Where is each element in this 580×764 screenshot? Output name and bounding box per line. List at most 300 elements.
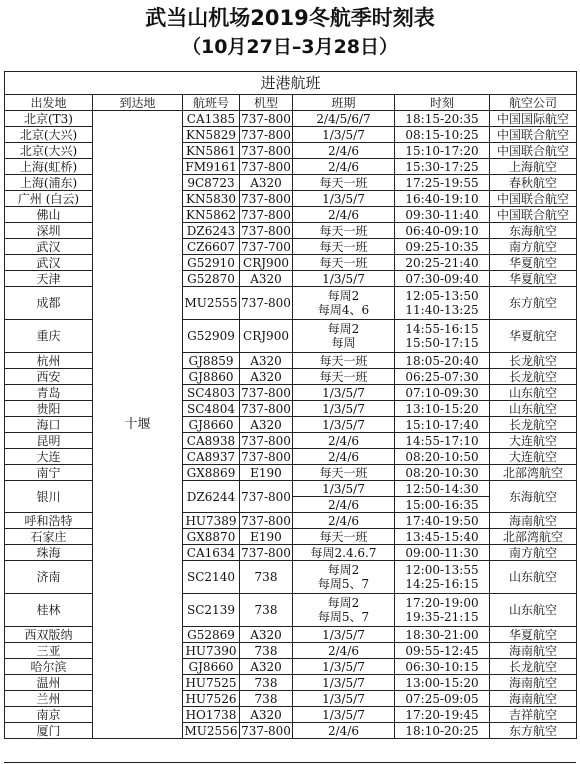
days-line: 每周5、7 (317, 610, 370, 624)
days-cell (293, 111, 395, 127)
table-row (5, 353, 577, 369)
airline-cell: 长龙航空 (490, 369, 577, 385)
column-header: 机型 (240, 95, 293, 111)
days-cell (293, 594, 395, 627)
flight-number-cell: KN5861 (183, 143, 240, 159)
time-cell (395, 465, 490, 481)
airline-cell: 东方航空 (490, 723, 577, 739)
origin-cell: 深圳 (5, 223, 93, 239)
time-line: 08:20-10:30 (405, 465, 479, 480)
table-row (5, 449, 577, 465)
airline-cell: 中国国际航空 (490, 111, 577, 127)
days-line: 1/3/5/7 (322, 417, 365, 432)
aircraft-type-cell: 737-800 (241, 111, 291, 126)
origin-cell: 上海(浦东) (5, 175, 93, 191)
table-row (5, 385, 577, 401)
origin-cell: 天津 (5, 271, 93, 287)
airline-cell: 东海航空 (490, 481, 577, 513)
time-line: 17:20-19:45 (405, 707, 479, 722)
flight-number-cell: KN5829 (183, 127, 240, 143)
time-line: 13:45-15:40 (405, 529, 479, 544)
aircraft-type-cell: 737-800 (241, 449, 291, 464)
flight-number-cell: GJ8859 (183, 353, 240, 369)
days-line: 1/3/5/7 (322, 191, 365, 206)
aircraft-type-cell: A320 (240, 627, 293, 643)
flight-number-cell: CA8937 (183, 449, 240, 465)
days-line: 每天一班 (319, 465, 368, 480)
days-line: 每天一班 (319, 255, 368, 270)
origin-cell: 厦门 (5, 723, 93, 739)
table-row (5, 481, 577, 497)
origin-cell: 广州 (白云) (5, 191, 93, 207)
flight-number-cell: HU7390 (183, 643, 240, 659)
aircraft-type-cell: 737-800 (241, 433, 291, 448)
table-row (5, 223, 577, 239)
time-line: 15:50-17:15 (405, 336, 479, 350)
time-cell (395, 513, 490, 529)
flight-number-cell: DZ6244 (183, 481, 240, 513)
days-cell: 1/3/5/7 (293, 481, 395, 497)
time-line: 12:05-13:50 (405, 289, 479, 303)
days-cell (293, 691, 395, 707)
table-row (5, 207, 577, 223)
time-cell: 12:50-14:30 (395, 481, 490, 497)
days-cell (293, 287, 395, 320)
table-row (5, 707, 577, 723)
days-line: 2/4/6 (328, 513, 359, 528)
origin-cell: 呼和浩特 (5, 513, 93, 529)
aircraft-type-cell: 737-800 (241, 127, 291, 142)
origin-cell: 南宁 (5, 465, 93, 481)
aircraft-type-cell: 737-800 (241, 223, 291, 238)
aircraft-type-cell: 737-800 (241, 385, 291, 400)
column-header: 航班号 (183, 95, 240, 111)
time-cell (395, 449, 490, 465)
time-cell (395, 320, 490, 353)
origin-cell: 贵阳 (5, 401, 93, 417)
time-cell (395, 239, 490, 255)
time-line: 07:30-09:40 (405, 271, 479, 286)
table-row (5, 111, 577, 127)
days-cell (293, 175, 395, 191)
days-cell (293, 271, 395, 287)
origin-cell: 西双版纳 (5, 627, 93, 643)
airline-cell: 东海航空 (490, 223, 577, 239)
days-line: 每天一班 (319, 223, 368, 238)
days-cell: 2/4/6 (293, 497, 395, 513)
time-cell (395, 691, 490, 707)
origin-cell: 北京(大兴) (5, 143, 93, 159)
aircraft-type-cell: A320 (240, 659, 293, 675)
table-row (5, 545, 577, 561)
flight-number-cell: HU7389 (183, 513, 240, 529)
days-line: 1/3/5/7 (322, 707, 365, 722)
days-line: 1/3/5/7 (322, 675, 365, 690)
flight-number-cell: DZ6243 (183, 223, 240, 239)
airline-cell: 华夏航空 (490, 255, 577, 271)
airline-cell: 大连航空 (490, 433, 577, 449)
origin-cell: 银川 (5, 481, 93, 513)
flight-number-cell: GJ8660 (183, 659, 240, 675)
airline-cell: 长龙航空 (490, 417, 577, 433)
bottom-rule (4, 762, 576, 763)
airline-cell: 南方航空 (490, 545, 577, 561)
aircraft-type-cell: 737-700 (241, 239, 291, 254)
days-cell (293, 449, 395, 465)
aircraft-type-cell: 738 (240, 691, 293, 707)
table-row (5, 465, 577, 481)
time-cell (395, 271, 490, 287)
days-line: 每天一班 (319, 353, 368, 368)
flight-number-cell: GJ8660 (183, 417, 240, 433)
airline-cell: 北部湾航空 (490, 465, 577, 481)
aircraft-type-cell: 737-800 (241, 401, 291, 416)
origin-cell: 珠海 (5, 545, 93, 561)
days-cell (293, 561, 395, 594)
origin-cell: 温州 (5, 675, 93, 691)
date-range-subtitle: （10月27日–3月28日） (181, 36, 399, 58)
time-line: 15:10-17:40 (405, 417, 479, 432)
flight-number-cell: GX8869 (183, 465, 240, 481)
aircraft-type-cell: A320 (240, 369, 293, 385)
origin-cell: 杭州 (5, 353, 93, 369)
flight-number-cell: GX8870 (183, 529, 240, 545)
days-cell (293, 513, 395, 529)
days-cell (293, 320, 395, 353)
days-cell (293, 255, 395, 271)
aircraft-type-cell: 737-800 (241, 207, 291, 222)
flight-number-cell: GJ8860 (183, 369, 240, 385)
days-cell (293, 143, 395, 159)
time-line: 14:55-16:15 (405, 322, 479, 336)
origin-cell: 北京(大兴) (5, 127, 93, 143)
time-line: 12:00-13:55 (405, 563, 479, 577)
days-line: 1/3/5/7 (322, 385, 365, 400)
airline-cell: 山东航空 (490, 385, 577, 401)
table-row (5, 175, 577, 191)
time-line: 09:30-11:40 (405, 207, 479, 222)
time-line: 13:00-15:20 (405, 675, 479, 690)
days-line: 2/4/6 (328, 723, 359, 738)
flight-number-cell: SC2139 (183, 594, 240, 627)
aircraft-type-cell: A320 (240, 271, 293, 287)
table-row (5, 529, 577, 545)
table-row (5, 127, 577, 143)
airline-cell: 吉祥航空 (490, 707, 577, 723)
table-row (5, 659, 577, 675)
aircraft-type-cell: 738 (240, 594, 293, 627)
time-cell (395, 433, 490, 449)
table-row (5, 675, 577, 691)
origin-cell: 武汉 (5, 239, 93, 255)
origin-cell: 佛山 (5, 207, 93, 223)
column-header: 出发地 (5, 95, 93, 111)
aircraft-type-cell: 737-800 (240, 481, 293, 513)
origin-cell: 哈尔滨 (5, 659, 93, 675)
page-title: 武当山机场2019冬航季时刻表 (145, 6, 435, 30)
days-line: 每周2 (327, 322, 360, 336)
airline-cell: 北部湾航空 (490, 529, 577, 545)
aircraft-type-cell: 738 (240, 643, 293, 659)
airline-cell: 山东航空 (490, 401, 577, 417)
days-cell (293, 127, 395, 143)
flight-number-cell: G52870 (183, 271, 240, 287)
flight-number-cell: MU2555 (183, 287, 240, 320)
origin-cell: 上海(虹桥) (5, 159, 93, 175)
origin-cell: 成都 (5, 287, 93, 320)
time-cell (395, 707, 490, 723)
aircraft-type-cell: 737-800 (241, 143, 291, 158)
time-cell (395, 159, 490, 175)
origin-cell: 桂林 (5, 594, 93, 627)
time-line: 15:30-17:25 (405, 159, 479, 174)
airline-cell: 海南航空 (490, 643, 577, 659)
table-row (5, 255, 577, 271)
table-row (5, 723, 577, 739)
origin-cell: 昆明 (5, 433, 93, 449)
airline-cell: 上海航空 (490, 159, 577, 175)
time-line: 06:30-10:15 (405, 659, 479, 674)
table-row (5, 643, 577, 659)
time-line: 08:15-10:25 (405, 127, 479, 142)
flight-number-cell: G52910 (183, 255, 240, 271)
time-cell (395, 545, 490, 561)
days-line: 每周5、7 (317, 577, 370, 591)
time-line: 19:35-21:15 (405, 610, 479, 624)
days-line: 1/3/5/7 (322, 401, 365, 416)
airline-cell: 海南航空 (490, 691, 577, 707)
days-cell (293, 433, 395, 449)
airline-cell: 大连航空 (490, 449, 577, 465)
table-row (5, 239, 577, 255)
airline-cell: 中国联合航空 (490, 191, 577, 207)
table-row (5, 627, 577, 643)
airline-cell: 中国联合航空 (490, 143, 577, 159)
days-cell (293, 239, 395, 255)
flight-number-cell: KN5862 (183, 207, 240, 223)
time-line: 08:20-10:50 (405, 449, 479, 464)
flight-number-cell: MU2556 (183, 723, 240, 739)
aircraft-type-cell: 737-800 (241, 159, 291, 174)
aircraft-type-cell: 737-800 (241, 513, 291, 528)
schedule-body (5, 111, 577, 739)
flight-number-cell: CA1385 (183, 111, 240, 127)
airline-cell: 东方航空 (490, 287, 577, 320)
days-line: 1/3/5/7 (322, 691, 365, 706)
days-line: 2/4/5/6/7 (316, 111, 371, 126)
column-header: 时刻 (395, 95, 490, 111)
days-cell (293, 627, 395, 643)
aircraft-type-cell: A320 (240, 417, 293, 433)
table-row (5, 513, 577, 529)
airline-cell: 中国联合航空 (490, 207, 577, 223)
days-cell (293, 659, 395, 675)
days-line: 2/4/6 (328, 143, 359, 158)
airline-cell: 南方航空 (490, 239, 577, 255)
days-cell (293, 417, 395, 433)
time-line: 09:00-11:30 (405, 545, 479, 560)
days-line: 每周2 (327, 596, 360, 610)
time-line: 13:10-15:20 (405, 401, 479, 416)
origin-cell: 石家庄 (5, 529, 93, 545)
time-line: 17:25-19:55 (405, 175, 479, 190)
days-line: 每周 (331, 336, 356, 350)
table-row (5, 191, 577, 207)
days-cell (293, 401, 395, 417)
time-cell (395, 353, 490, 369)
time-cell (395, 401, 490, 417)
aircraft-type-cell: CRJ900 (240, 255, 293, 271)
days-cell (293, 545, 395, 561)
time-line: 06:25-07:30 (405, 369, 479, 384)
days-line: 2/4/6 (328, 207, 359, 222)
origin-cell: 兰州 (5, 691, 93, 707)
flight-number-cell: CA1634 (183, 545, 240, 561)
days-cell (293, 707, 395, 723)
airline-cell: 华夏航空 (490, 627, 577, 643)
flight-number-cell: 9C8723 (183, 175, 240, 191)
time-line: 09:55-12:45 (405, 643, 479, 658)
time-line: 18:15-20:35 (405, 111, 479, 126)
time-cell (395, 223, 490, 239)
airline-cell: 中国联合航空 (490, 127, 577, 143)
aircraft-type-cell: A320 (240, 707, 293, 723)
days-line: 每天一班 (319, 175, 368, 190)
table-row (5, 433, 577, 449)
flight-number-cell: G52869 (183, 627, 240, 643)
time-cell (395, 207, 490, 223)
time-cell (395, 143, 490, 159)
flight-number-cell: SC2140 (183, 561, 240, 594)
time-cell (395, 127, 490, 143)
flight-number-cell: HU7526 (183, 691, 240, 707)
time-line: 15:10-17:20 (405, 143, 479, 158)
table-row (5, 143, 577, 159)
time-line: 18:30-21:00 (405, 627, 479, 642)
aircraft-type-cell: 737-800 (240, 287, 293, 320)
time-cell (395, 369, 490, 385)
aircraft-type-cell: A320 (240, 353, 293, 369)
column-header: 班期 (293, 95, 395, 111)
flight-number-cell: SC4804 (183, 401, 240, 417)
days-line: 2/4/6 (328, 159, 359, 174)
time-cell (395, 191, 490, 207)
time-line: 20:25-21:40 (405, 255, 479, 270)
days-line: 每周2 (327, 289, 360, 303)
time-line: 11:40-13:25 (405, 303, 479, 317)
time-cell (395, 175, 490, 191)
table-row (5, 561, 577, 594)
table-row (5, 320, 577, 353)
origin-cell: 青岛 (5, 385, 93, 401)
time-line: 06:40-09:10 (405, 223, 479, 238)
section-title: 进港航班 (5, 72, 577, 95)
origin-cell: 济南 (5, 561, 93, 594)
days-line: 每周2.4.6.7 (310, 545, 377, 560)
days-cell (293, 723, 395, 739)
flight-number-cell: FM9161 (183, 159, 240, 175)
time-cell (395, 627, 490, 643)
table-row (5, 594, 577, 627)
days-cell (293, 207, 395, 223)
airline-cell: 山东航空 (490, 594, 577, 627)
origin-cell: 大连 (5, 449, 93, 465)
table-row (5, 159, 577, 175)
time-cell (395, 594, 490, 627)
aircraft-type-cell: 737-800 (241, 545, 291, 560)
days-line: 2/4/6 (328, 433, 359, 448)
time-cell (395, 723, 490, 739)
days-line: 每天一班 (319, 529, 368, 544)
days-line: 2/4/6 (328, 449, 359, 464)
airline-cell: 华夏航空 (490, 271, 577, 287)
time-cell (395, 675, 490, 691)
days-line: 每周4、6 (317, 303, 370, 317)
airline-cell: 春秋航空 (490, 175, 577, 191)
column-header: 航空公司 (490, 95, 577, 111)
time-line: 14:25-16:15 (405, 577, 479, 591)
table-row (5, 417, 577, 433)
flight-number-cell: HO1738 (183, 707, 240, 723)
time-cell (395, 417, 490, 433)
days-line: 每天一班 (319, 239, 368, 254)
time-line: 09:25-10:35 (405, 239, 479, 254)
aircraft-type-cell: 737-800 (241, 723, 291, 738)
origin-cell: 重庆 (5, 320, 93, 353)
origin-cell: 南京 (5, 707, 93, 723)
airline-cell: 长龙航空 (490, 659, 577, 675)
table-row (5, 369, 577, 385)
days-cell (293, 385, 395, 401)
days-line: 每周2 (327, 563, 360, 577)
flight-number-cell: G52909 (183, 320, 240, 353)
days-cell (293, 675, 395, 691)
origin-cell: 海口 (5, 417, 93, 433)
days-cell (293, 465, 395, 481)
aircraft-type-cell: E190 (240, 529, 293, 545)
flight-number-cell: CZ6607 (183, 239, 240, 255)
time-cell (395, 385, 490, 401)
time-cell (395, 643, 490, 659)
table-row (5, 401, 577, 417)
aircraft-type-cell: CRJ900 (240, 320, 293, 353)
days-cell (293, 223, 395, 239)
origin-cell: 西安 (5, 369, 93, 385)
flight-number-cell: CA8938 (183, 433, 240, 449)
aircraft-type-cell: 738 (240, 561, 293, 594)
header-row (5, 95, 577, 111)
airline-cell: 华夏航空 (490, 320, 577, 353)
airline-cell: 山东航空 (490, 561, 577, 594)
aircraft-type-cell: 738 (240, 675, 293, 691)
destination-cell: 十堰 (93, 111, 183, 739)
days-line: 每天一班 (319, 369, 368, 384)
time-cell (395, 111, 490, 127)
airline-cell: 海南航空 (490, 675, 577, 691)
table-row (5, 691, 577, 707)
days-cell (293, 191, 395, 207)
days-line: 1/3/5/7 (322, 271, 365, 286)
days-cell (293, 643, 395, 659)
airline-cell: 长龙航空 (490, 353, 577, 369)
flight-number-cell: HU7525 (183, 675, 240, 691)
airline-cell: 海南航空 (490, 513, 577, 529)
time-line: 14:55-17:10 (405, 433, 479, 448)
aircraft-type-cell: 737-800 (241, 191, 291, 206)
schedule-table (4, 71, 577, 739)
time-cell (395, 561, 490, 594)
time-line: 17:40-19:50 (405, 513, 479, 528)
